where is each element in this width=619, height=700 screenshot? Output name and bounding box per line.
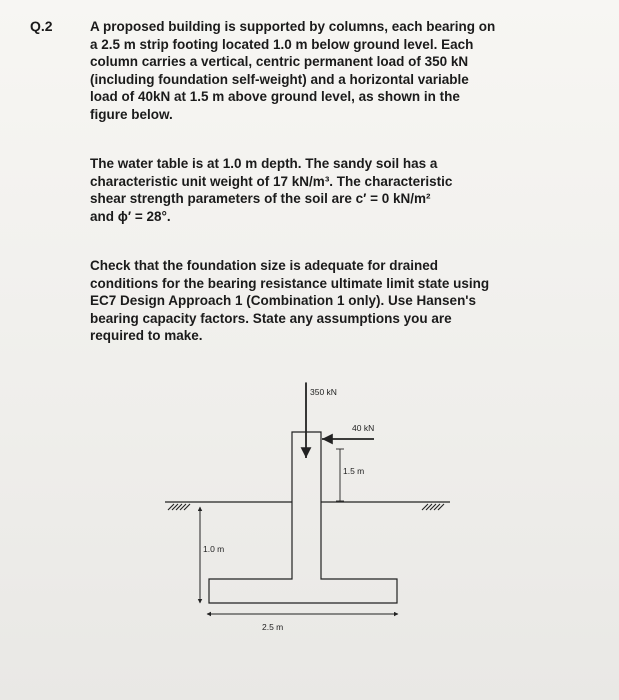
text-line: and ϕ′ = 28°. (90, 208, 171, 224)
question-number: Q.2 (30, 18, 53, 34)
text-line: The water table is at 1.0 m depth. The sandy soil has a (90, 156, 438, 171)
ground-hatch-left (168, 504, 190, 510)
text-line: conditions for the bearing resistance ultimate limit state using (90, 275, 490, 291)
text-line: a 2.5 m strip footing located 1.0 m below ground level. Each (90, 36, 474, 52)
depth-label: 1.0 m (203, 544, 225, 554)
horizontal-load-label: 40 kN (352, 423, 375, 433)
text-line: bearing capacity factors. State any assumptions you are (90, 310, 452, 326)
text-line: figure below. (90, 106, 173, 122)
text-line: shear strength parameters of the soil are c′ = 0 kN/m² (90, 191, 431, 207)
ground-hatch-right (422, 504, 444, 510)
width-label: 2.5 m (262, 622, 284, 632)
text-line: column carries a vertical, centric permanent load of 350 kN (90, 54, 469, 70)
text-line: characteristic unit weight of 17 kN/m³. The characteristic (90, 173, 453, 189)
text-line: Check that the foundation size is adequate for drained (90, 258, 439, 273)
load-height-label: 1.5 m (343, 466, 365, 476)
text-line: (including foundation self-weight) and a horizontal variable (90, 71, 469, 87)
text-line: load of 40kN at 1.5 m above ground level, as shown in the (90, 89, 460, 105)
column-and-footing-outline (209, 432, 397, 603)
text-line: EC7 Design Approach 1 (Combination 1 only). Use Hansen's (90, 293, 477, 309)
vertical-load-label: 350 kN (310, 387, 337, 397)
text-line: A proposed building is supported by columns, each bearing on (90, 19, 496, 34)
text-line: required to make. (90, 328, 203, 344)
